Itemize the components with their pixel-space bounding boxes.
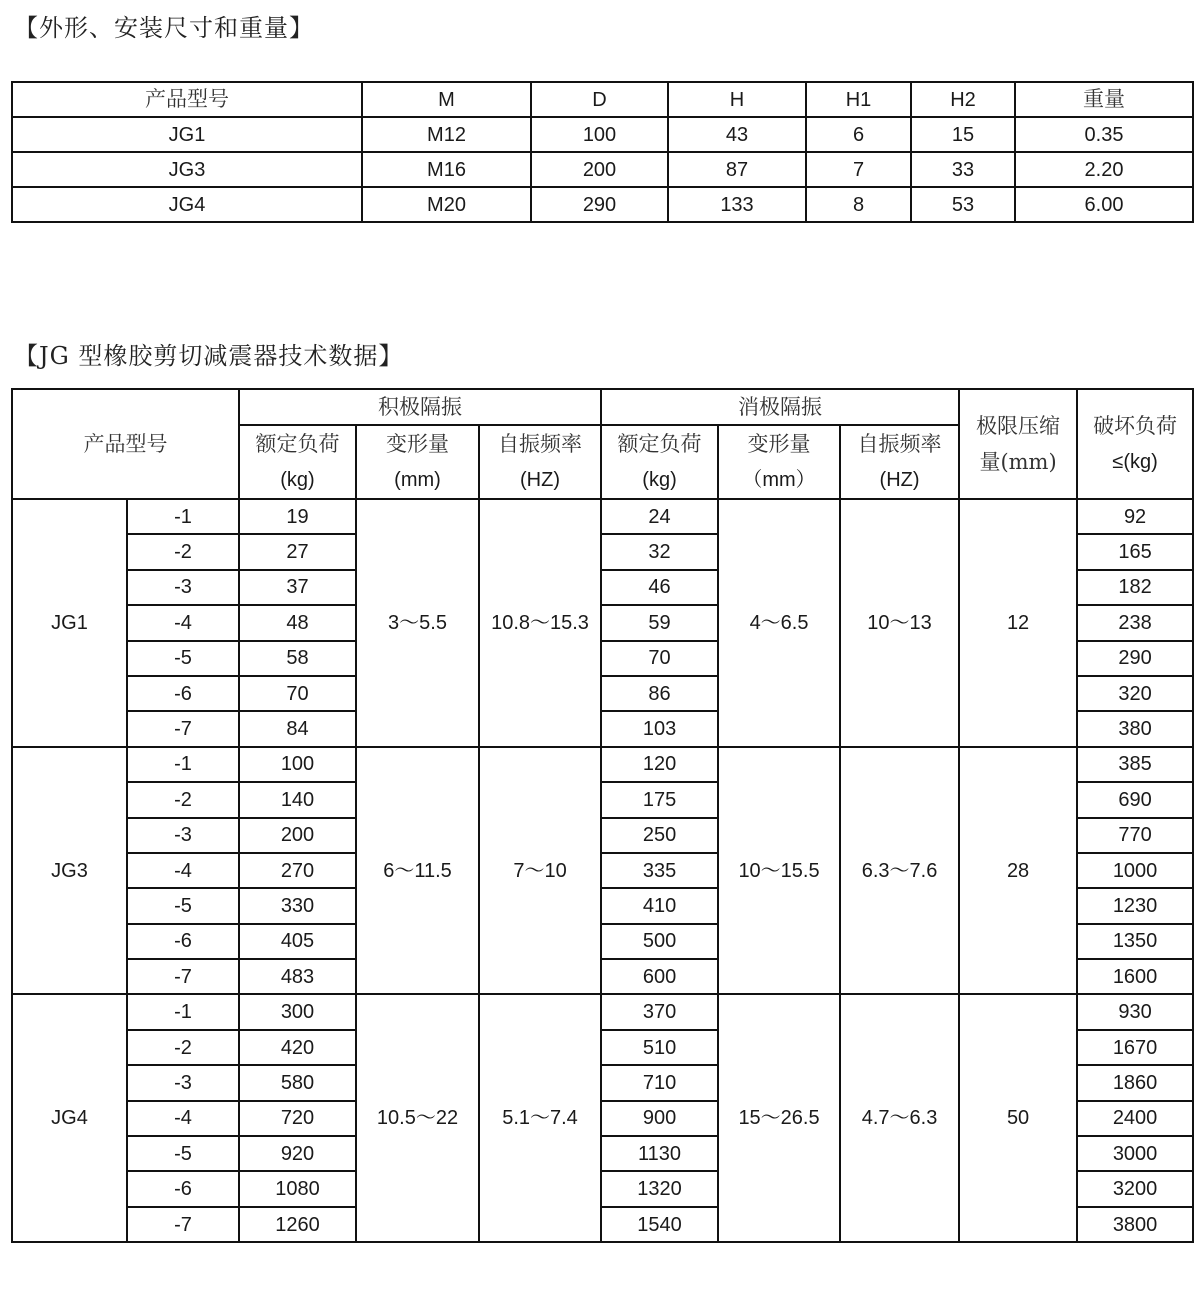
cell-active-frequency: 5.1～7.4 bbox=[479, 994, 601, 1242]
header-limit-compression bbox=[959, 389, 1077, 499]
cell-passive-load: 175 bbox=[601, 782, 718, 817]
cell-d: 100 bbox=[531, 117, 668, 152]
cell-passive-load: 600 bbox=[601, 959, 718, 994]
header-h1: H1 bbox=[806, 82, 911, 117]
cell-sub-model: -7 bbox=[127, 711, 239, 746]
cell-sub-model: -2 bbox=[127, 1030, 239, 1065]
cell-active-load: 84 bbox=[239, 711, 356, 746]
header-active-deformation: 变形量 (mm) bbox=[356, 425, 479, 499]
cell-limit-compression: 50 bbox=[959, 994, 1077, 1242]
cell-failure-load: 2400 bbox=[1077, 1101, 1193, 1136]
cell-failure-load: 3200 bbox=[1077, 1171, 1193, 1206]
header-passive-rated-load: 额定负荷 (kg) bbox=[601, 425, 718, 499]
cell-active-load: 330 bbox=[239, 888, 356, 923]
cell-h2: 15 bbox=[911, 117, 1015, 152]
cell-failure-load: 320 bbox=[1077, 676, 1193, 711]
cell-sub-model: -6 bbox=[127, 924, 239, 959]
cell-sub-model: -1 bbox=[127, 747, 239, 782]
table-row bbox=[12, 499, 1193, 534]
cell-passive-load: 370 bbox=[601, 994, 718, 1029]
cell-active-load: 1260 bbox=[239, 1207, 356, 1242]
cell-passive-load: 900 bbox=[601, 1101, 718, 1136]
cell-sub-model: -7 bbox=[127, 959, 239, 994]
cell-active-load: 27 bbox=[239, 534, 356, 569]
cell-failure-load: 1230 bbox=[1077, 888, 1193, 923]
cell-active-load: 37 bbox=[239, 570, 356, 605]
cell-active-load: 58 bbox=[239, 641, 356, 676]
cell-passive-load: 710 bbox=[601, 1065, 718, 1100]
cell-failure-load: 1350 bbox=[1077, 924, 1193, 959]
cell-sub-model: -3 bbox=[127, 1065, 239, 1100]
cell-active-frequency: 10.8～15.3 bbox=[479, 499, 601, 747]
cell-m: M16 bbox=[362, 152, 531, 187]
cell-failure-load: 385 bbox=[1077, 747, 1193, 782]
table-row bbox=[12, 187, 1193, 222]
cell-failure-load: 238 bbox=[1077, 605, 1193, 640]
cell-model: JG4 bbox=[12, 187, 362, 222]
header-h2: H2 bbox=[911, 82, 1015, 117]
header-d: D bbox=[531, 82, 668, 117]
cell-passive-load: 410 bbox=[601, 888, 718, 923]
cell-weight: 0.35 bbox=[1015, 117, 1193, 152]
cell-model: JG3 bbox=[12, 152, 362, 187]
cell-passive-load: 32 bbox=[601, 534, 718, 569]
cell-failure-load: 1000 bbox=[1077, 853, 1193, 888]
cell-passive-load: 1130 bbox=[601, 1136, 718, 1171]
header-failure-load-l1: 破坏负荷 bbox=[1093, 414, 1178, 438]
cell-d: 290 bbox=[531, 187, 668, 222]
dimensions-section-title: 【外形、安装尺寸和重量】 bbox=[14, 14, 314, 42]
tech-data-table bbox=[11, 388, 1194, 1243]
cell-passive-load: 250 bbox=[601, 818, 718, 853]
header-h: H bbox=[668, 82, 806, 117]
cell-failure-load: 182 bbox=[1077, 570, 1193, 605]
cell-passive-load: 335 bbox=[601, 853, 718, 888]
cell-passive-frequency: 4.7～6.3 bbox=[840, 994, 959, 1242]
cell-failure-load: 1860 bbox=[1077, 1065, 1193, 1100]
cell-failure-load: 92 bbox=[1077, 499, 1193, 534]
cell-failure-load: 930 bbox=[1077, 994, 1193, 1029]
cell-h1: 6 bbox=[806, 117, 911, 152]
cell-active-load: 70 bbox=[239, 676, 356, 711]
cell-m: M20 bbox=[362, 187, 531, 222]
cell-active-load: 100 bbox=[239, 747, 356, 782]
cell-h: 133 bbox=[668, 187, 806, 222]
cell-sub-model: -2 bbox=[127, 534, 239, 569]
cell-passive-load: 120 bbox=[601, 747, 718, 782]
header-weight: 重量 bbox=[1015, 82, 1193, 117]
cell-passive-load: 46 bbox=[601, 570, 718, 605]
header-passive-deformation: 变形量 （mm） bbox=[718, 425, 840, 499]
dimensions-table bbox=[11, 81, 1194, 223]
cell-passive-load: 1320 bbox=[601, 1171, 718, 1206]
cell-active-deformation: 10.5～22 bbox=[356, 994, 479, 1242]
cell-d: 200 bbox=[531, 152, 668, 187]
cell-active-load: 19 bbox=[239, 499, 356, 534]
cell-failure-load: 1670 bbox=[1077, 1030, 1193, 1065]
cell-sub-model: -5 bbox=[127, 641, 239, 676]
cell-passive-load: 70 bbox=[601, 641, 718, 676]
cell-m: M12 bbox=[362, 117, 531, 152]
cell-sub-model: -3 bbox=[127, 570, 239, 605]
cell-passive-deformation: 10～15.5 bbox=[718, 747, 840, 995]
cell-active-load: 405 bbox=[239, 924, 356, 959]
dimensions-header-row bbox=[12, 82, 1193, 117]
table-row bbox=[12, 747, 1193, 782]
cell-sub-model: -1 bbox=[127, 994, 239, 1029]
cell-h1: 8 bbox=[806, 187, 911, 222]
cell-failure-load: 165 bbox=[1077, 534, 1193, 569]
tech-header-row-1 bbox=[12, 389, 1193, 425]
cell-active-load: 483 bbox=[239, 959, 356, 994]
cell-passive-load: 1540 bbox=[601, 1207, 718, 1242]
table-row bbox=[12, 994, 1193, 1029]
header-failure-load-l2: ≤(kg) bbox=[1112, 451, 1158, 473]
cell-model: JG3 bbox=[12, 747, 127, 995]
header-model: 产品型号 bbox=[12, 389, 239, 499]
cell-active-load: 720 bbox=[239, 1101, 356, 1136]
cell-sub-model: -2 bbox=[127, 782, 239, 817]
cell-passive-load: 59 bbox=[601, 605, 718, 640]
cell-sub-model: -6 bbox=[127, 676, 239, 711]
table-row bbox=[12, 117, 1193, 152]
header-limit-compression-l2: 量(mm) bbox=[979, 449, 1057, 474]
cell-h: 43 bbox=[668, 117, 806, 152]
cell-weight: 6.00 bbox=[1015, 187, 1193, 222]
cell-sub-model: -4 bbox=[127, 1101, 239, 1136]
table-row bbox=[12, 152, 1193, 187]
cell-sub-model: -5 bbox=[127, 888, 239, 923]
header-passive-frequency: 自振频率 (HZ) bbox=[840, 425, 959, 499]
cell-model: JG1 bbox=[12, 499, 127, 747]
cell-failure-load: 770 bbox=[1077, 818, 1193, 853]
cell-weight: 2.20 bbox=[1015, 152, 1193, 187]
cell-limit-compression: 28 bbox=[959, 747, 1077, 995]
cell-failure-load: 1600 bbox=[1077, 959, 1193, 994]
cell-passive-deformation: 4～6.5 bbox=[718, 499, 840, 747]
cell-active-load: 270 bbox=[239, 853, 356, 888]
cell-sub-model: -4 bbox=[127, 853, 239, 888]
cell-passive-load: 510 bbox=[601, 1030, 718, 1065]
cell-active-load: 420 bbox=[239, 1030, 356, 1065]
cell-failure-load: 380 bbox=[1077, 711, 1193, 746]
tech-section-title: 【JG 型橡胶剪切减震器技术数据】 bbox=[14, 342, 404, 370]
header-model: 产品型号 bbox=[12, 82, 362, 117]
cell-active-load: 200 bbox=[239, 818, 356, 853]
header-passive-isolation: 消极隔振 bbox=[601, 389, 959, 425]
cell-sub-model: -6 bbox=[127, 1171, 239, 1206]
header-active-rated-load: 额定负荷 (kg) bbox=[239, 425, 356, 499]
cell-active-deformation: 6～11.5 bbox=[356, 747, 479, 995]
cell-sub-model: -4 bbox=[127, 605, 239, 640]
cell-limit-compression: 12 bbox=[959, 499, 1077, 747]
cell-active-deformation: 3～5.5 bbox=[356, 499, 479, 747]
cell-h1: 7 bbox=[806, 152, 911, 187]
header-active-isolation: 积极隔振 bbox=[239, 389, 601, 425]
cell-active-load: 1080 bbox=[239, 1171, 356, 1206]
cell-sub-model: -7 bbox=[127, 1207, 239, 1242]
cell-passive-frequency: 6.3～7.6 bbox=[840, 747, 959, 995]
cell-passive-load: 86 bbox=[601, 676, 718, 711]
header-limit-compression-l1: 极限压缩 bbox=[976, 413, 1061, 438]
cell-sub-model: -3 bbox=[127, 818, 239, 853]
cell-active-load: 300 bbox=[239, 994, 356, 1029]
cell-h: 87 bbox=[668, 152, 806, 187]
cell-active-load: 580 bbox=[239, 1065, 356, 1100]
cell-h2: 33 bbox=[911, 152, 1015, 187]
cell-passive-deformation: 15～26.5 bbox=[718, 994, 840, 1242]
cell-passive-load: 24 bbox=[601, 499, 718, 534]
cell-failure-load: 690 bbox=[1077, 782, 1193, 817]
cell-model: JG1 bbox=[12, 117, 362, 152]
header-failure-load bbox=[1077, 389, 1193, 499]
cell-passive-load: 103 bbox=[601, 711, 718, 746]
cell-active-load: 920 bbox=[239, 1136, 356, 1171]
cell-active-frequency: 7～10 bbox=[479, 747, 601, 995]
cell-passive-load: 500 bbox=[601, 924, 718, 959]
tech-table-body bbox=[12, 499, 1193, 1242]
cell-h2: 53 bbox=[911, 187, 1015, 222]
cell-active-load: 140 bbox=[239, 782, 356, 817]
header-active-frequency: 自振频率 (HZ) bbox=[479, 425, 601, 499]
cell-failure-load: 290 bbox=[1077, 641, 1193, 676]
cell-passive-frequency: 10～13 bbox=[840, 499, 959, 747]
cell-active-load: 48 bbox=[239, 605, 356, 640]
header-m: M bbox=[362, 82, 531, 117]
cell-sub-model: -1 bbox=[127, 499, 239, 534]
cell-failure-load: 3000 bbox=[1077, 1136, 1193, 1171]
cell-failure-load: 3800 bbox=[1077, 1207, 1193, 1242]
cell-sub-model: -5 bbox=[127, 1136, 239, 1171]
cell-model: JG4 bbox=[12, 994, 127, 1242]
